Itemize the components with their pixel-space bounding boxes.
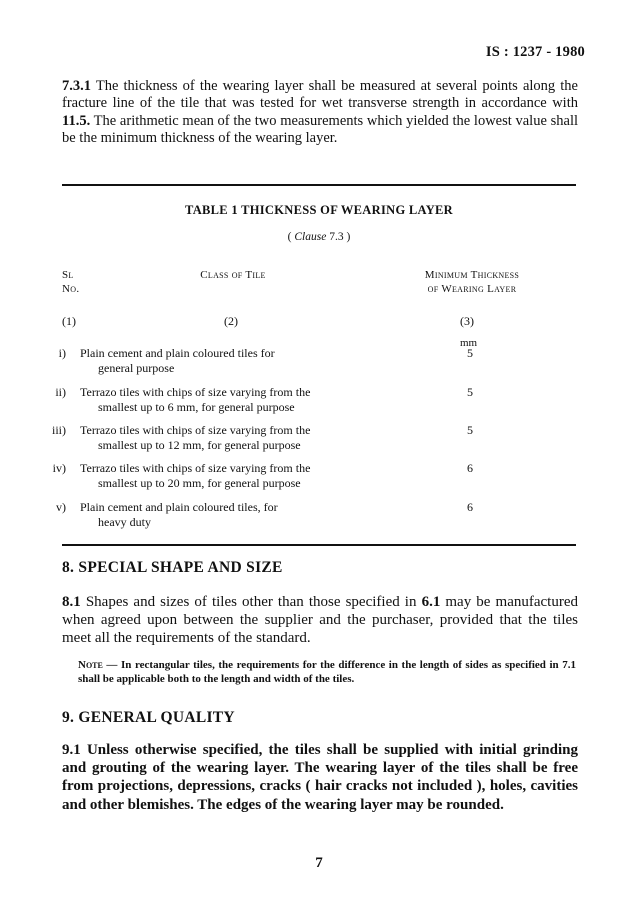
column-number-2: (2) (224, 314, 238, 328)
clause-reference: 11.5. (62, 112, 91, 129)
table-top-rule (62, 184, 576, 186)
clause-number: 9.1 (62, 742, 81, 758)
table-clause-ref: ( Clause 7.3 ) (287, 231, 351, 243)
clause-8-1: 8.1 Shapes and sizes of tiles other than those specified in 6.1 may be manufactured when agreed upon between the supplier and the purchaser, provided that the tiles meet all the requirements of the standard. (62, 594, 578, 646)
row-value: 6 (467, 500, 473, 514)
standard-code: IS : 1237 - 1980 (485, 44, 585, 60)
row-value: 5 (467, 423, 473, 437)
clause-number: 8.1 (62, 594, 81, 610)
row-sl: v) (56, 500, 66, 514)
row-description: Plain cement and plain coloured tiles for general purpose (80, 346, 275, 375)
row-sl: iv) (52, 461, 66, 475)
row-sl: iii) (52, 423, 66, 437)
note-8: Note — In rectangular tiles, the requirements for the difference in the length of sides as specified in 7.1 shall be applicable both to the length and width of the tiles. (78, 659, 576, 685)
clause-7-3-1: 7.3.1 The thickness of the wearing layer shall be measured at several points along the fracture line of the tile that was tested for wet transverse strength in accordance with 11.5. The arithmetic mean of the two measurements which yielded the lowest value shall be the minimum thickness of the wearing layer. (62, 78, 578, 147)
column-number-1: (1) (62, 314, 76, 328)
header-sl-no: Sl No. (62, 269, 80, 295)
clause-reference: 6.1 (421, 594, 441, 610)
row-description: Terrazo tiles with chips of size varying from the smallest up to 20 mm, for general purpose (80, 461, 311, 490)
row-value: 6 (467, 461, 473, 475)
row-value: 5 (467, 346, 473, 360)
row-description: Plain cement and plain coloured tiles, for heavy duty (80, 500, 278, 529)
table-row (36, 500, 576, 530)
header-class-of-tile: Class of Tile (200, 269, 266, 281)
table-row (36, 346, 576, 376)
section-8-heading: 8. SPECIAL SHAPE AND SIZE (62, 559, 283, 576)
unit-label: mm (460, 337, 478, 349)
row-value: 5 (467, 385, 473, 399)
header-minimum-thickness: Minimum Thickness of Wearing Layer (424, 269, 520, 295)
column-number-3: (3) (460, 314, 474, 328)
row-description: Terrazo tiles with chips of size varying from the smallest up to 6 mm, for general purpose (80, 385, 311, 414)
clause-9-1: 9.1 Unless otherwise specified, the tiles shall be supplied with initial grinding and grouting of the wearing layer. The wearing layer of the tiles shall be free from projections, depressions, cracks ( hair cracks not included ), holes, cavities and other blemishes. The edges of the wearing layer may be rounded. (62, 742, 578, 813)
clause-number: 7.3.1 (62, 78, 91, 94)
page-number: 7 (315, 855, 323, 871)
table-row (36, 385, 576, 415)
table-title: TABLE 1 THICKNESS OF WEARING LAYER (184, 203, 454, 217)
table-bottom-rule (62, 544, 576, 546)
row-sl: i) (58, 346, 66, 360)
note-label: Note (78, 659, 103, 671)
table-row (36, 461, 576, 491)
row-sl: ii) (55, 385, 66, 399)
table-row (36, 423, 576, 453)
note-reference: 7.1 (562, 659, 576, 671)
section-9-heading: 9. GENERAL QUALITY (62, 709, 235, 726)
row-description: Terrazo tiles with chips of size varying from the smallest up to 12 mm, for general purpose (80, 423, 311, 452)
